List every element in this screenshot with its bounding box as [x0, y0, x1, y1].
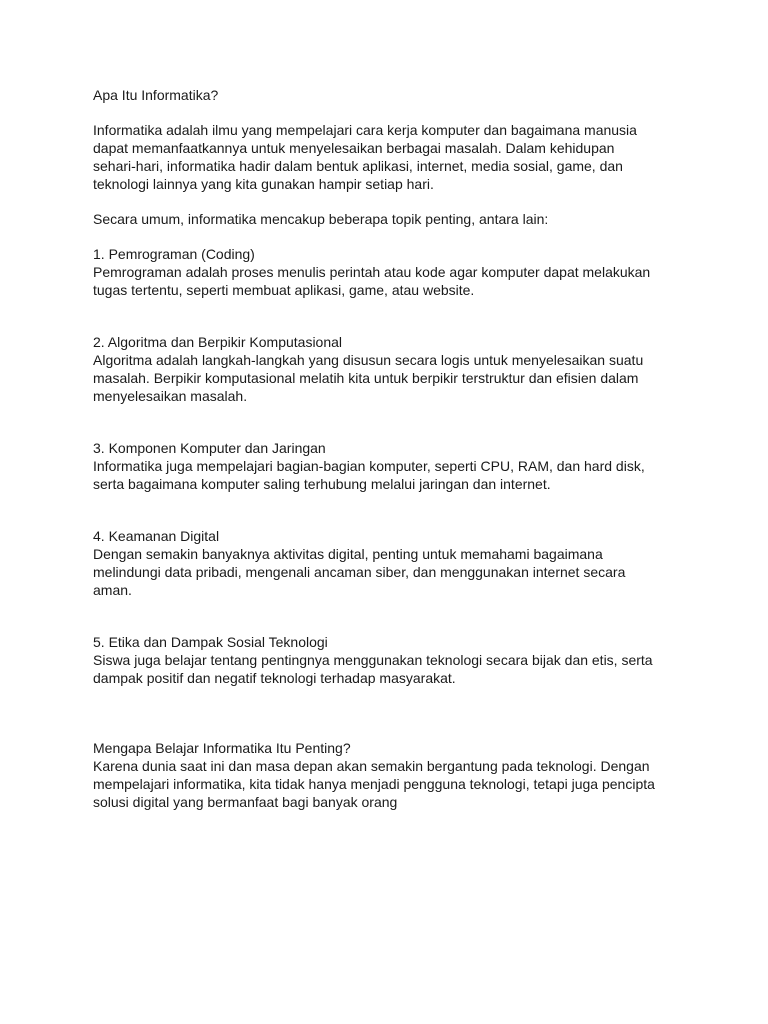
- topic-section: [93, 333, 693, 405]
- topic-line: melindungi data pribadi, mengenali ancaman siber, dan menggunakan internet secara: [93, 564, 626, 580]
- topic-heading: 4. Keamanan Digital: [93, 528, 220, 544]
- intro-line: Informatika adalah ilmu yang mempelajari cara kerja komputer dan bagaimana manusia: [93, 122, 637, 138]
- topic-line: dampak positif dan negatif teknologi terhadap masyarakat.: [93, 670, 456, 686]
- topic-line: serta bagaimana komputer saling terhubung melalui jaringan dan internet.: [93, 476, 551, 492]
- topic-line: aman.: [93, 582, 132, 598]
- topic-heading: 1. Pemrograman (Coding): [93, 246, 255, 262]
- topic-heading: 2. Algoritma dan Berpikir Komputasional: [93, 334, 343, 350]
- intro-paragraph: [93, 121, 693, 193]
- document-page: [93, 86, 693, 811]
- topic-heading: 5. Etika dan Dampak Sosial Teknologi: [93, 634, 328, 650]
- topic-line: Siswa juga belajar tentang pentingnya menggunakan teknologi secara bijak dan etis, serta: [93, 652, 653, 668]
- topic-line: masalah. Berpikir komputasional melatih kita untuk berpikir terstruktur dan efisien dalam: [93, 370, 639, 386]
- topic-line: Pemrograman adalah proses menulis perintah atau kode agar komputer dapat melakukan: [93, 264, 651, 280]
- intro-line: teknologi lainnya yang kita gunakan hampir setiap hari.: [93, 176, 434, 192]
- topic-line: tugas tertentu, seperti membuat aplikasi, game, atau website.: [93, 282, 475, 298]
- topic-line: Dengan semakin banyaknya aktivitas digital, penting untuk memahami bagaimana: [93, 546, 603, 562]
- topic-line: menyelesaikan masalah.: [93, 388, 248, 404]
- document-title: Apa Itu Informatika?: [93, 87, 219, 103]
- topic-line: Informatika juga mempelajari bagian-bagian komputer, seperti CPU, RAM, dan hard disk,: [93, 458, 645, 474]
- closing-heading: Mengapa Belajar Informatika Itu Penting?: [93, 740, 351, 756]
- topic-section: [93, 439, 693, 493]
- closing-line: Karena dunia saat ini dan masa depan akan semakin bergantung pada teknologi. Dengan: [93, 758, 650, 774]
- closing-line: mempelajari informatika, kita tidak hanya menjadi pengguna teknologi, tetapi juga pencipta: [93, 776, 655, 792]
- topic-section: [93, 633, 693, 687]
- topic-section: [93, 527, 693, 599]
- closing-section: [93, 739, 693, 811]
- closing-line: solusi digital yang bermanfaat bagi banyak orang: [93, 794, 398, 810]
- overview-paragraph: Secara umum, informatika mencakup beberapa topik penting, antara lain:: [93, 211, 549, 227]
- topic-line: Algoritma adalah langkah-langkah yang disusun secara logis untuk menyelesaikan suatu: [93, 352, 644, 368]
- intro-line: sehari-hari, informatika hadir dalam bentuk aplikasi, internet, media sosial, game, dan: [93, 158, 623, 174]
- intro-line: dapat memanfaatkannya untuk menyelesaikan berbagai masalah. Dalam kehidupan: [93, 140, 615, 156]
- topic-section: [93, 245, 693, 299]
- topic-heading: 3. Komponen Komputer dan Jaringan: [93, 440, 326, 456]
